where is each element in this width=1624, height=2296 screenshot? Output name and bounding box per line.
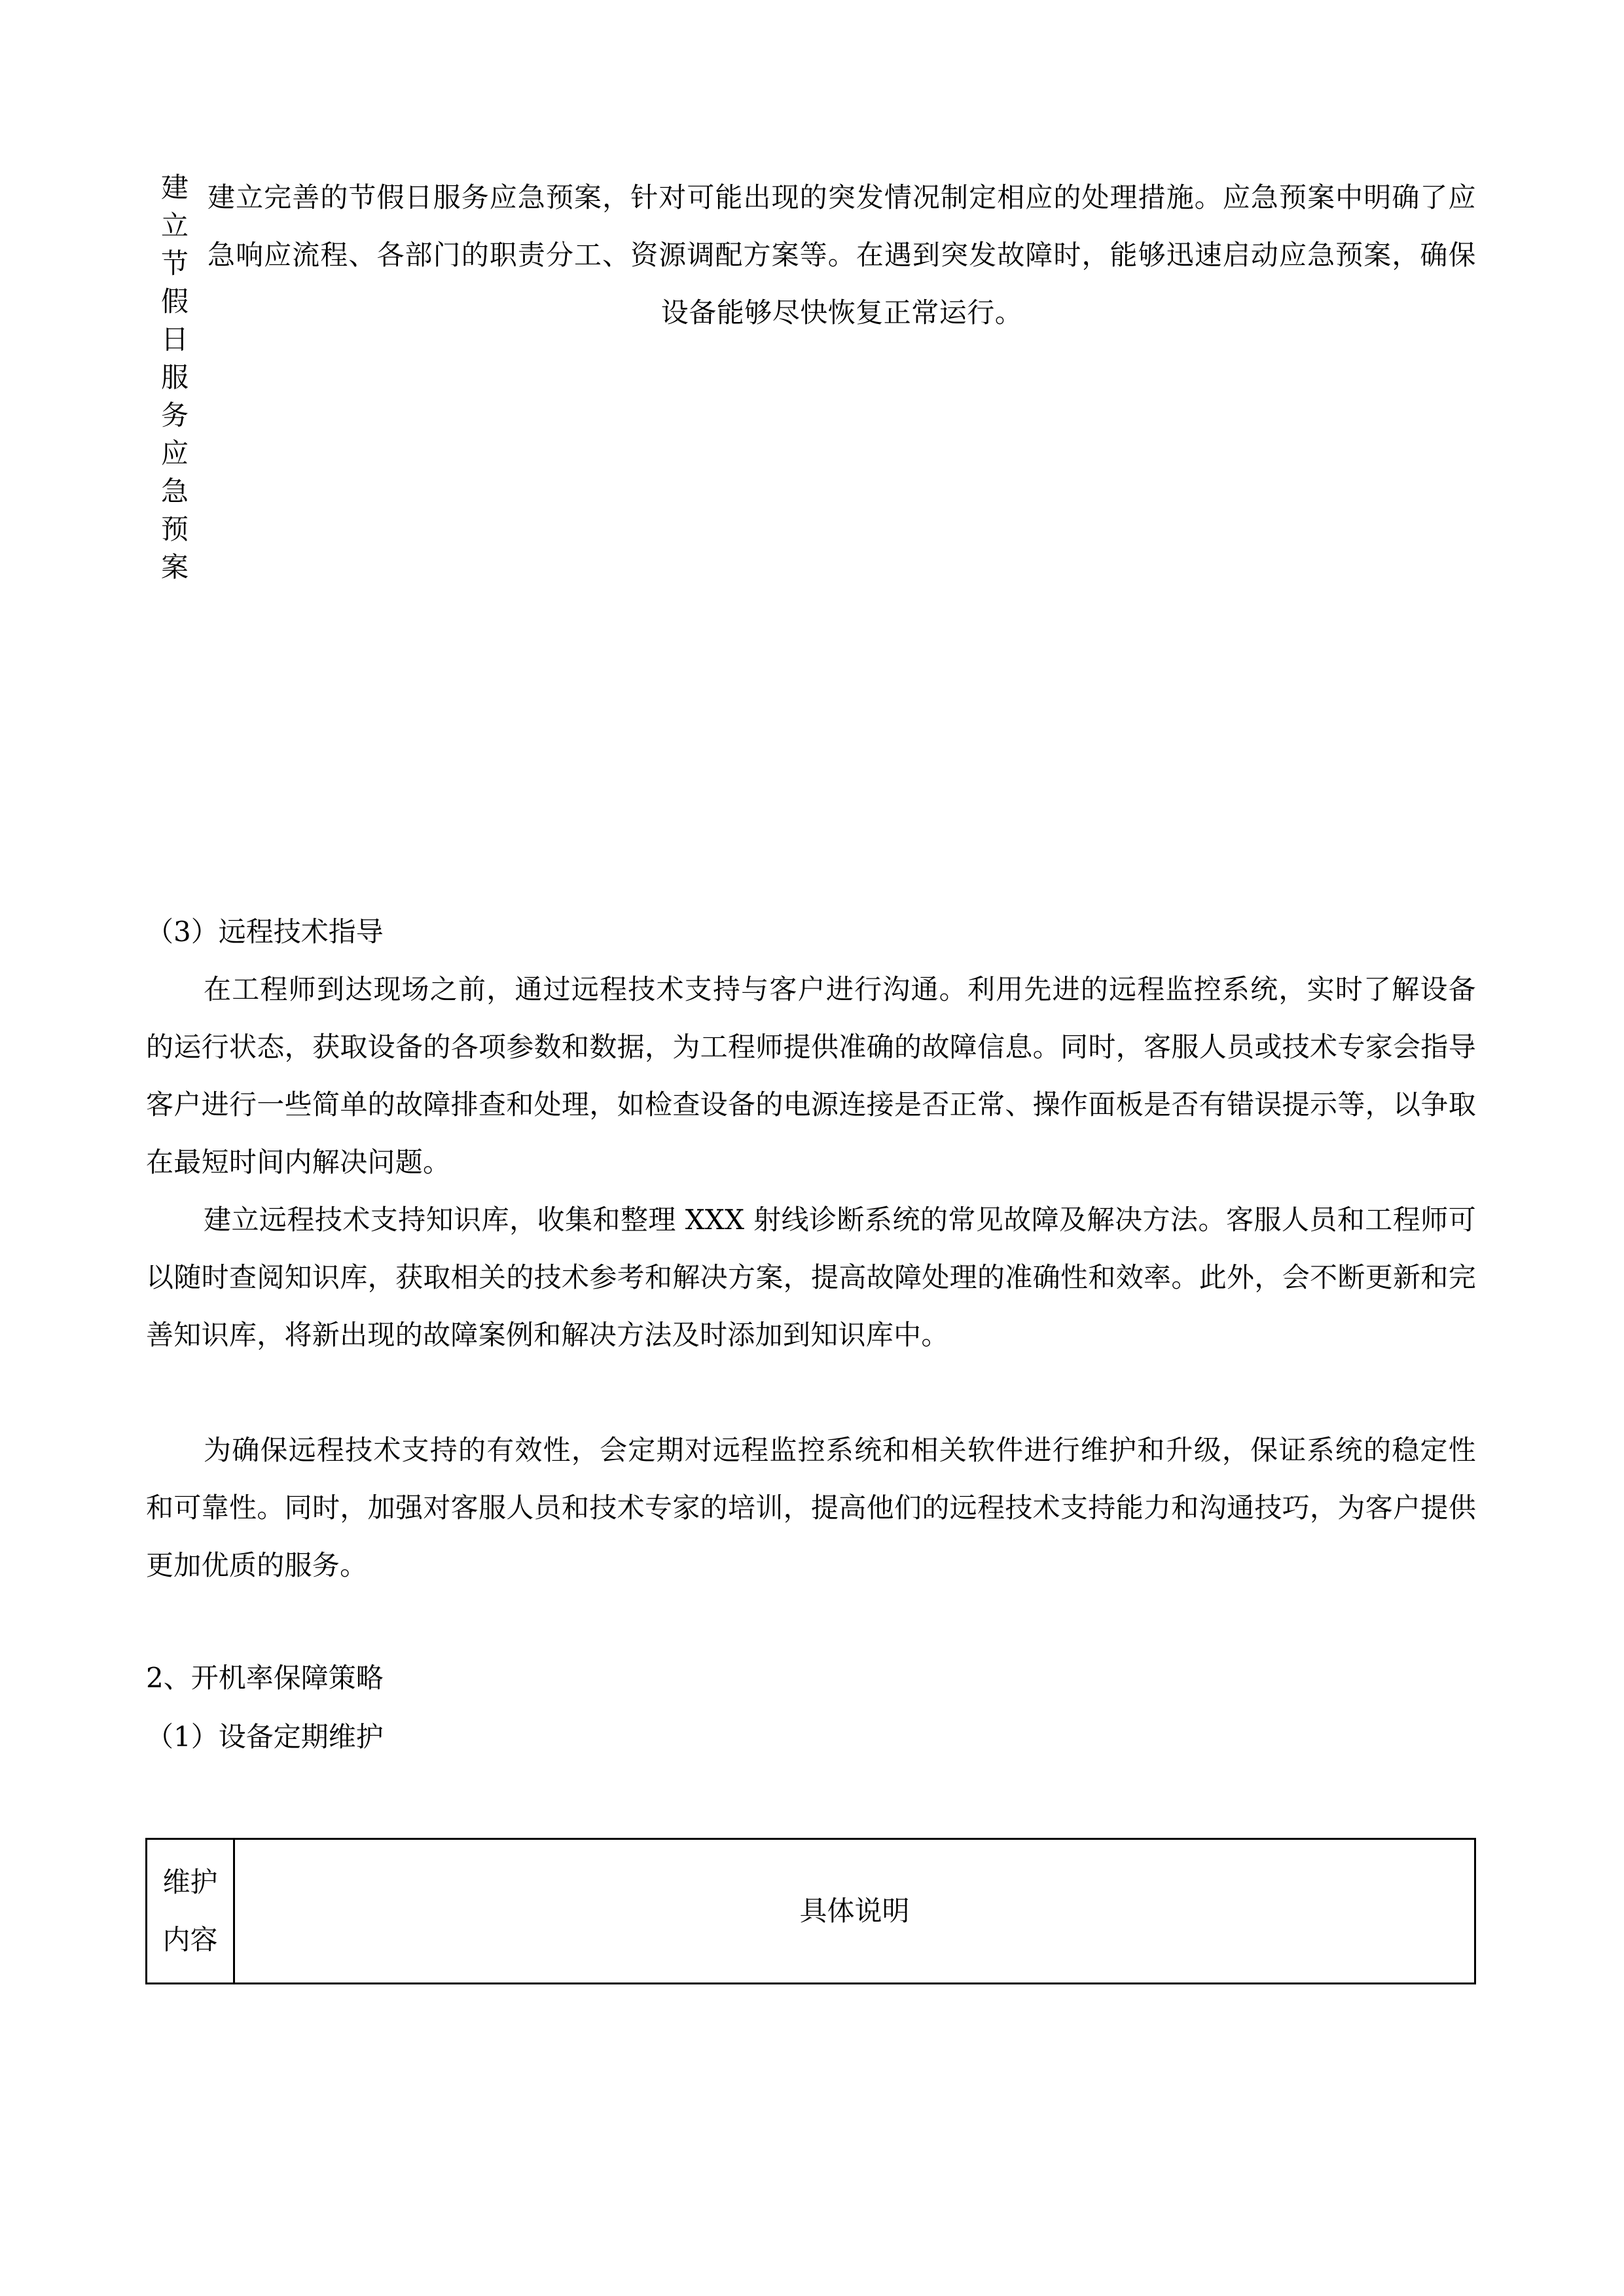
- vertical-label-char: 务: [160, 399, 189, 431]
- vertical-label-char: 立: [160, 209, 189, 242]
- maintenance-content-table: [145, 1838, 1476, 1984]
- maintenance-content-header-cell: [147, 1839, 234, 1984]
- vertical-label-char: 应: [160, 437, 189, 469]
- vertical-label-char: 日: [160, 323, 189, 355]
- holiday-plan-description-cell: [204, 169, 1476, 342]
- heading-periodic-equipment-maintenance: （1）设备定期维护: [146, 1721, 384, 1753]
- heading-uptime-assurance-strategy: 2、开机率保障策略: [146, 1662, 384, 1694]
- holiday-plan-description-text: 建立完善的节假日服务应急预案，针对可能出现的突发情况制定相应的处理措施。应急预案中明确了应急响应流程、各部门的职责分工、资源调配方案等。在遇到突发故障时，能够迅速启动应急预案，确保设备能够尽快恢复正常运行。: [208, 181, 1476, 329]
- paragraph-knowledge-base: 建立远程技术支持知识库，收集和整理 XXX 射线诊断系统的常见故障及解决方法。客服人员和工程师可以随时查阅知识库，获取相关的技术参考和解决方案，提高故障处理的准确性和效率。此外，会不断更新和完善知识库，将新出现的故障案例和解决方法及时添加到知识库中。: [146, 1204, 1476, 1351]
- vertical-label-char: 节: [160, 247, 189, 279]
- vertical-label-char: 预: [160, 513, 189, 545]
- vertical-label-char: 建: [160, 171, 189, 204]
- vertical-label-char: 急: [160, 475, 189, 507]
- paragraph-remote-support-communication: 在工程师到达现场之前，通过远程技术支持与客户进行沟通。利用先进的远程监控系统，实时了解设备的运行状态，获取设备的各项参数和数据，为工程师提供准确的故障信息。同时，客服人员或技术专家会指导客户进行一些简单的故障排查和处理，如检查设备的电源连接是否正常、操作面板是否有错误提示等，以争取在最短时间内解决问题。: [146, 973, 1476, 1178]
- vertical-label-char: 案: [160, 551, 189, 583]
- paragraph-maintenance-and-training: 为确保远程技术支持的有效性，会定期对远程监控系统和相关软件进行维护和升级，保证系统的稳定性和可靠性。同时，加强对客服人员和技术专家的培训，提高他们的远程技术支持能力和沟通技巧，为客户提供更加优质的服务。: [146, 1434, 1476, 1581]
- vertical-label-char: 假: [160, 285, 189, 317]
- maintenance-header-line-1: 维护: [162, 1866, 218, 1898]
- vertical-label-char: 服: [160, 361, 189, 393]
- vertical-row-label: [146, 169, 204, 586]
- holiday-emergency-plan-table: [146, 169, 1476, 586]
- table-header-row: [147, 1839, 1475, 1984]
- specific-description-header-cell: 具体说明: [234, 1839, 1475, 1984]
- maintenance-header-line-2: 内容: [162, 1924, 218, 1956]
- heading-remote-technical-guidance: （3）远程技术指导: [146, 916, 384, 948]
